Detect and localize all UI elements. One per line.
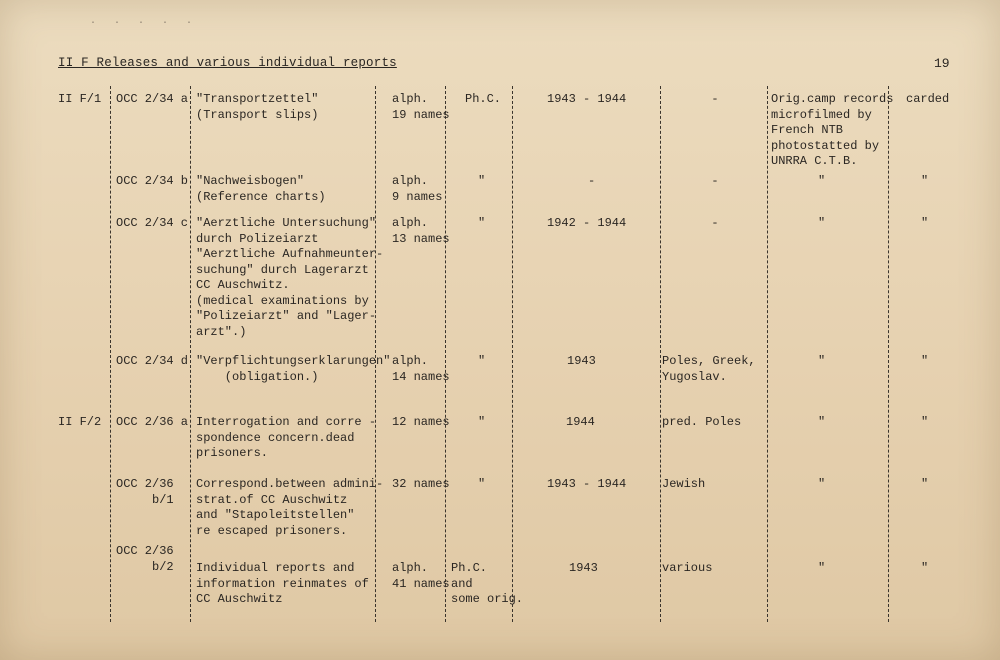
row-form: ": [478, 415, 486, 429]
row-status: ": [921, 415, 929, 429]
row-arrangement: alph. 9 names: [392, 174, 443, 204]
row-arrangement: alph. 19 names: [392, 92, 450, 122]
row-description: "Nachweisbogen" (Reference charts): [196, 174, 326, 204]
row-section: II F/1: [58, 92, 102, 106]
page-title: II F Releases and various individual reports: [58, 56, 397, 70]
row-remarks: ": [818, 354, 826, 368]
row-status: ": [921, 354, 929, 368]
row-remarks: Orig.camp records microfilmed by French NTB photostatted by UNRRA C.T.B.: [771, 92, 894, 168]
row-nationality: Poles, Greek, Yugoslav.: [662, 354, 756, 384]
row-status: ": [921, 216, 929, 230]
row-signature: OCC 2/34 d: [116, 354, 189, 368]
row-remarks: ": [818, 561, 826, 575]
row-nationality: Jewish: [662, 477, 706, 491]
row-section: II F/2: [58, 415, 102, 429]
column-divider: [110, 86, 111, 622]
page-number: 19: [934, 56, 950, 71]
row-remarks: ": [818, 216, 826, 230]
row-signature: OCC 2/34 c: [116, 216, 189, 230]
row-dates: 1943 - 1944: [547, 477, 627, 491]
stamp-dots-decoration: · · · · ·: [90, 18, 199, 29]
row-dates: 1943: [567, 354, 596, 368]
row-dates: 1942 - 1944: [547, 216, 627, 230]
row-dates: 1943 - 1944: [547, 92, 627, 106]
row-arrangement: alph. 14 names: [392, 354, 450, 384]
row-description: "Transportzettel" (Transport slips): [196, 92, 319, 122]
row-signature: OCC 2/34 b: [116, 174, 189, 188]
row-arrangement: alph. 41 names: [392, 561, 450, 591]
row-nationality: -: [711, 174, 719, 188]
column-divider: [190, 86, 191, 622]
row-status: ": [921, 174, 929, 188]
row-arrangement: alph. 13 names: [392, 216, 450, 246]
row-signature: OCC 2/36 b/2: [116, 544, 174, 574]
row-dates: -: [588, 174, 596, 188]
row-status: carded: [906, 92, 950, 106]
row-description: Individual reports and information reinmates of CC Auschwitz: [196, 561, 369, 606]
row-description: "Aerztliche Untersuchung" durch Polizeiarzt "Aerztliche Aufnahmeunter- suchung" durch Lagerarzt CC Auschwitz. (medical examinations by "Polizeiarzt" and "Lager- arzt".): [196, 216, 384, 339]
row-description: Interrogation and corre - spondence concern.dead prisoners.: [196, 415, 377, 460]
row-remarks: ": [818, 477, 826, 491]
row-remarks: ": [818, 174, 826, 188]
row-form: Ph.C.: [465, 92, 502, 106]
row-dates: 1943: [569, 561, 598, 575]
row-arrangement: 32 names: [392, 477, 450, 491]
row-description: Correspond.between admini- strat.of CC Auschwitz and "Stapoleitstellen" re escaped prisoners.: [196, 477, 384, 538]
row-signature: OCC 2/36 b/1: [116, 477, 174, 507]
row-form: ": [478, 174, 486, 188]
row-nationality: -: [711, 92, 719, 106]
row-form: Ph.C. and some orig.: [451, 561, 524, 606]
column-divider: [660, 86, 661, 622]
row-remarks: ": [818, 415, 826, 429]
row-form: ": [478, 477, 486, 491]
row-status: ": [921, 561, 929, 575]
row-dates: 1944: [566, 415, 595, 429]
row-form: ": [478, 354, 486, 368]
row-nationality: various: [662, 561, 713, 575]
row-signature: OCC 2/36 a: [116, 415, 189, 429]
column-divider: [767, 86, 768, 622]
row-status: ": [921, 477, 929, 491]
row-form: ": [478, 216, 486, 230]
row-nationality: -: [711, 216, 719, 230]
row-arrangement: 12 names: [392, 415, 450, 429]
row-nationality: pred. Poles: [662, 415, 742, 429]
row-signature: OCC 2/34 a: [116, 92, 189, 106]
row-description: "Verpflichtungserklarungen" (obligation.): [196, 354, 391, 384]
column-divider: [512, 86, 513, 622]
